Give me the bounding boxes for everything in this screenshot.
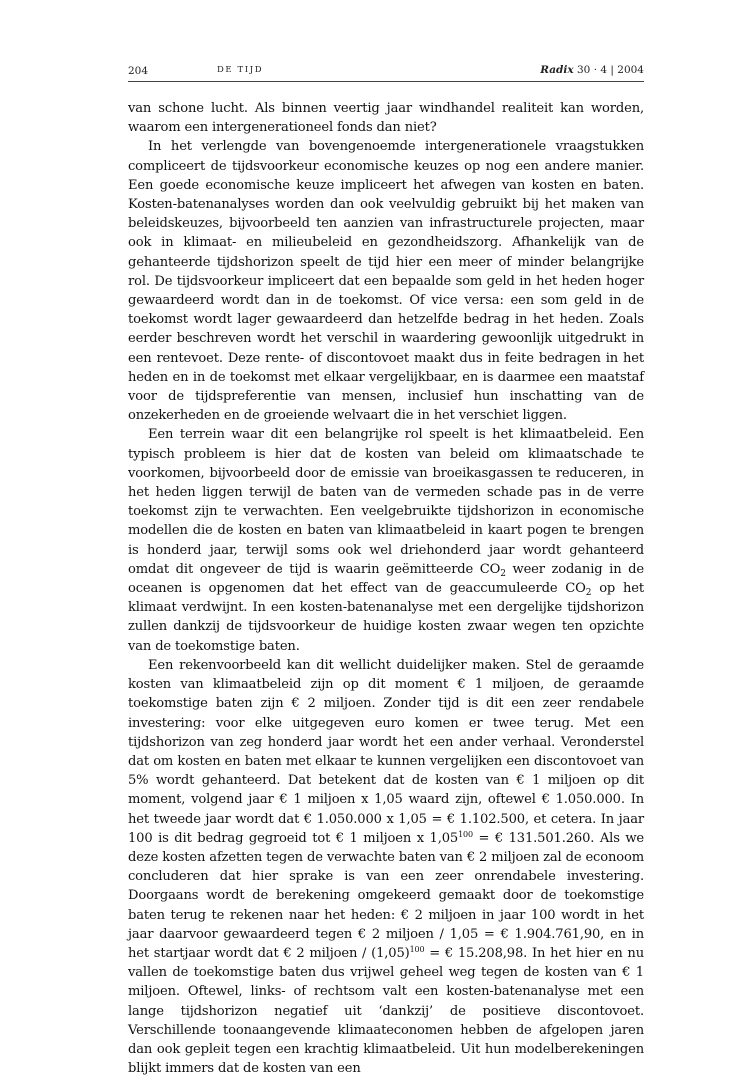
exponent-superscript: 100: [409, 944, 425, 954]
paragraph: In het verlengde van bovengenoemde intergenerationele vraagstukken compliceert de tijdsvoorkeur economische keuzes op nog een andere manier. Een goede economische keuze impliceert het afwegen van kosten en baten. Kosten-batenanalyses worden dan ook veelvuldig gebruikt bij het maken van beleidskeuzes, bijvoorbeeld ten aanzien van infrastructurele projecten, maar ook in klimaat- en milieubeleid en gezondheidszorg. Afhankelijk van de gehanteerde tijdshorizon speelt de tijd hier een meer of minder belangrijke rol. De tijdsvoorkeur impliceert dat een bepaalde som geld in het heden hoger gewaardeerd wordt dan in de toekomst. Of vice versa: een som geld in de toekomst wordt lager gewaardeerd dan hetzelfde bedrag in het heden. Zoals eerder beschreven wordt het verschil in waardering gewoonlijk uitgedrukt in een rentevoet. Deze rente- of discontovoet maakt dus in feite bedragen in het heden en in de toekomst met elkaar vergelijkbaar, en is daarmee een maatstaf voor de tijdspreferentie van mensen, inclusief hun inschatting van de onzekerheden en de groeiende welvaart die in het verschiet liggen.: [128, 139, 644, 424]
paragraph: [128, 425, 644, 655]
text-run: Een rekenvoorbeeld kan dit wellicht duidelijker maken. Stel de geraamde kosten van klimaatbeleid zijn op dit moment € 1 miljoen, de geraamde toekomstige baten zijn € 2 miljoen. Zonder tijd is dit een zeer rendabele investering: voor elke uitgegeven euro komen er twee terug. Met een tijdshorizon van zeg honderd jaar wordt het een ander verhaal. Veronderstel dat om kosten en baten met elkaar te kunnen vergelijken een discontovoet van 5% wordt gehanteerd. Dat betekent dat de kosten van € 1 miljoen op dit moment, volgend jaar € 1 miljoen x 1,05 waard zijn, oftewel € 1.050.000. In het tweede jaar wordt dat € 1.050.000 x 1,05 = € 1.102.500, et cetera. In jaar 100 is dit bedrag gegroeid tot € 1 miljoen x 1,05: [128, 657, 644, 846]
journal-issue: 30 · 4 | 2004: [577, 64, 644, 76]
journal-name: Radix: [540, 64, 574, 76]
exponent-superscript: 100: [458, 829, 473, 839]
text-run: weer zodanig in de oceanen is opgenomen dat het effect van de geaccumuleerde CO: [128, 561, 644, 597]
text-run: op het klimaat verdwijnt. In een kosten-batenanalyse met een dergelijke tijdshorizon zullen dankzij de tijdsvoorkeur de huidige kosten zwaar wegen ten opzichte van de toekomstige baten.: [128, 581, 644, 654]
article-body: [128, 99, 644, 1078]
journal-reference: [540, 64, 644, 76]
paragraph: [128, 656, 644, 1078]
page-number: 204: [128, 65, 149, 77]
paragraph: van schone lucht. Als binnen veertig jaar windhandel realiteit kan worden, waarom een intergenerationeel fonds dan niet?: [128, 101, 644, 136]
text-run: Een terrein waar dit een belangrijke rol speelt is het klimaatbeleid. Een typisch probleem is hier dat de kosten van beleid om klimaatschade te voorkomen, bijvoorbeeld door de emissie van broeikasgassen te reduceren, in het heden liggen terwijl de baten van de vermeden schade pas in de verre toekomst zijn te verwachten. Een veelgebruikte tijdshorizon in economische modellen die de kosten en baten van klimaatbeleid in kaart pogen te brengen is honderd jaar, terwijl soms ook wel driehonderd jaar wordt gehanteerd omdat dit ongeveer de tijd is waarin geëmitteerde CO: [128, 427, 644, 577]
co2-subscript: 2: [585, 588, 592, 599]
text-run: = € 15.208,98. In het hier en nu vallen de toekomstige baten dus vrijwel geheel weg tegen de kosten van € 1 miljoen. Oftewel, links- of rechtsom valt een kosten-batenanalyse met een lange tijdshorizon negatief uit ‘dankzij’ de positieve discontovoet. Verschillende toonaangevende klimaateconomen hebben de afgelopen jaren dan ook gepleit tegen een krachtig klimaatbeleid. Uit hun modelberekeningen blijkt immers dat de kosten van een: [128, 945, 644, 1077]
section-title: DE TIJD: [217, 65, 264, 75]
running-header: [128, 61, 644, 83]
text-run: = € 131.501.260. Als we deze kosten afzetten tegen de verwachte baten van € 2 miljoen zal de econoom concluderen dat hier sprake is van een zeer onrendabele investering. Doorgaans wordt de berekening omgekeerd gemaakt door de toekomstige baten terug te rekenen naar het heden: € 2 miljoen in jaar 100 wordt in het jaar daarvoor gewaardeerd tegen € 2 miljoen / 1,05 = € 1.904.761,90, en in het startjaar wordt dat € 2 miljoen / (1,05): [128, 830, 644, 961]
header-rule: [128, 81, 644, 82]
co2-subscript: 2: [500, 568, 506, 579]
